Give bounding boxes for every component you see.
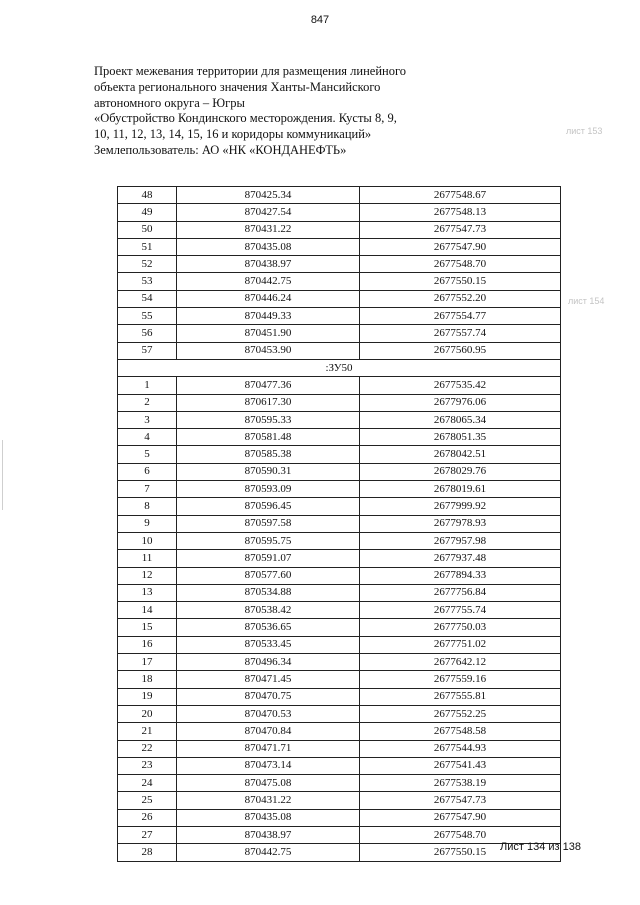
x-coordinate-cell: 870585.38	[177, 446, 360, 463]
y-coordinate-cell: 2677554.77	[360, 308, 561, 325]
y-coordinate-cell: 2677894.33	[360, 567, 561, 584]
table-row	[118, 394, 561, 411]
point-number-cell: 28	[118, 844, 177, 861]
table-row	[118, 515, 561, 532]
table-row	[118, 204, 561, 221]
document-header	[94, 64, 414, 159]
y-coordinate-cell: 2678051.35	[360, 429, 561, 446]
y-coordinate-cell: 2677755.74	[360, 602, 561, 619]
table-row	[118, 532, 561, 549]
point-number-cell: 27	[118, 826, 177, 843]
point-number-cell: 3	[118, 411, 177, 428]
point-number-cell: 13	[118, 584, 177, 601]
header-line: объекта регионального значения Ханты-Мансийского	[94, 79, 381, 94]
point-number-cell: 16	[118, 636, 177, 653]
x-coordinate-cell: 870451.90	[177, 325, 360, 342]
y-coordinate-cell: 2677642.12	[360, 654, 561, 671]
y-coordinate-cell: 2677555.81	[360, 688, 561, 705]
point-number-cell: 52	[118, 256, 177, 273]
table-row	[118, 187, 561, 204]
table-row	[118, 463, 561, 480]
y-coordinate-cell: 2677751.02	[360, 636, 561, 653]
y-coordinate-cell: 2677976.06	[360, 394, 561, 411]
x-coordinate-cell: 870453.90	[177, 342, 360, 359]
table-row	[118, 775, 561, 792]
x-coordinate-cell: 870617.30	[177, 394, 360, 411]
point-number-cell: 1	[118, 377, 177, 394]
point-number-cell: 57	[118, 342, 177, 359]
point-number-cell: 53	[118, 273, 177, 290]
table-row	[118, 238, 561, 255]
y-coordinate-cell: 2678042.51	[360, 446, 561, 463]
table-row	[118, 809, 561, 826]
y-coordinate-cell: 2677538.19	[360, 775, 561, 792]
table-row	[118, 584, 561, 601]
table-row	[118, 757, 561, 774]
point-number-cell: 14	[118, 602, 177, 619]
point-number-cell: 51	[118, 238, 177, 255]
point-number-cell: 18	[118, 671, 177, 688]
x-coordinate-cell: 870473.14	[177, 757, 360, 774]
point-number-cell: 7	[118, 481, 177, 498]
point-number-cell: 20	[118, 705, 177, 722]
y-coordinate-cell: 2677978.93	[360, 515, 561, 532]
table-row	[118, 826, 561, 843]
x-coordinate-cell: 870438.97	[177, 826, 360, 843]
table-row	[118, 342, 561, 359]
table-row	[118, 377, 561, 394]
x-coordinate-cell: 870442.75	[177, 273, 360, 290]
table-row	[118, 602, 561, 619]
table-row	[118, 705, 561, 722]
x-coordinate-cell: 870538.42	[177, 602, 360, 619]
x-coordinate-cell: 870596.45	[177, 498, 360, 515]
table-row	[118, 325, 561, 342]
x-coordinate-cell: 870477.36	[177, 377, 360, 394]
header-line: Землепользователь: АО «НК «КОНДАНЕФТЬ»	[94, 142, 347, 157]
point-number-cell: 22	[118, 740, 177, 757]
x-coordinate-cell: 870533.45	[177, 636, 360, 653]
margin-note: лист 154	[568, 296, 605, 306]
point-number-cell: 19	[118, 688, 177, 705]
y-coordinate-cell: 2677756.84	[360, 584, 561, 601]
y-coordinate-cell: 2678065.34	[360, 411, 561, 428]
x-coordinate-cell: 870581.48	[177, 429, 360, 446]
x-coordinate-cell: 870534.88	[177, 584, 360, 601]
margin-note: лист 153	[566, 126, 603, 136]
y-coordinate-cell: 2677548.58	[360, 723, 561, 740]
x-coordinate-cell: 870475.08	[177, 775, 360, 792]
y-coordinate-cell: 2677548.67	[360, 187, 561, 204]
x-coordinate-cell: 870471.45	[177, 671, 360, 688]
point-number-cell: 48	[118, 187, 177, 204]
coordinates-table-body	[118, 187, 561, 862]
x-coordinate-cell: 870431.22	[177, 792, 360, 809]
scan-edge-mark	[2, 440, 3, 510]
table-row	[118, 290, 561, 307]
point-number-cell: 55	[118, 308, 177, 325]
y-coordinate-cell: 2677541.43	[360, 757, 561, 774]
x-coordinate-cell: 870431.22	[177, 221, 360, 238]
table-row	[118, 273, 561, 290]
y-coordinate-cell: 2677552.20	[360, 290, 561, 307]
table-row	[118, 740, 561, 757]
x-coordinate-cell: 870435.08	[177, 238, 360, 255]
x-coordinate-cell: 870435.08	[177, 809, 360, 826]
point-number-cell: 4	[118, 429, 177, 446]
y-coordinate-cell: 2677560.95	[360, 342, 561, 359]
table-row	[118, 636, 561, 653]
table-row	[118, 844, 561, 861]
x-coordinate-cell: 870438.97	[177, 256, 360, 273]
x-coordinate-cell: 870590.31	[177, 463, 360, 480]
section-label: :ЗУ50	[118, 359, 561, 376]
table-row	[118, 256, 561, 273]
x-coordinate-cell: 870536.65	[177, 619, 360, 636]
x-coordinate-cell: 870427.54	[177, 204, 360, 221]
point-number-cell: 6	[118, 463, 177, 480]
table-row	[118, 221, 561, 238]
point-number-cell: 5	[118, 446, 177, 463]
point-number-cell: 17	[118, 654, 177, 671]
x-coordinate-cell: 870470.53	[177, 705, 360, 722]
x-coordinate-cell: 870425.34	[177, 187, 360, 204]
point-number-cell: 10	[118, 532, 177, 549]
y-coordinate-cell: 2677547.73	[360, 792, 561, 809]
point-number-cell: 25	[118, 792, 177, 809]
y-coordinate-cell: 2677544.93	[360, 740, 561, 757]
table-row	[118, 308, 561, 325]
y-coordinate-cell: 2677535.42	[360, 377, 561, 394]
point-number-cell: 8	[118, 498, 177, 515]
x-coordinate-cell: 870595.33	[177, 411, 360, 428]
table-row	[118, 792, 561, 809]
header-line: «Обустройство Кондинского месторождения. Кусты 8, 9,	[94, 111, 397, 126]
y-coordinate-cell: 2677957.98	[360, 532, 561, 549]
table-row	[118, 429, 561, 446]
x-coordinate-cell: 870577.60	[177, 567, 360, 584]
x-coordinate-cell: 870470.84	[177, 723, 360, 740]
point-number-cell: 9	[118, 515, 177, 532]
x-coordinate-cell: 870597.58	[177, 515, 360, 532]
point-number-cell: 56	[118, 325, 177, 342]
x-coordinate-cell: 870446.24	[177, 290, 360, 307]
y-coordinate-cell: 2677547.90	[360, 238, 561, 255]
point-number-cell: 15	[118, 619, 177, 636]
table-row	[118, 446, 561, 463]
x-coordinate-cell: 870591.07	[177, 550, 360, 567]
y-coordinate-cell: 2677999.92	[360, 498, 561, 515]
point-number-cell: 54	[118, 290, 177, 307]
table-row	[118, 654, 561, 671]
section-row	[118, 359, 561, 376]
x-coordinate-cell: 870496.34	[177, 654, 360, 671]
point-number-cell: 49	[118, 204, 177, 221]
point-number-cell: 12	[118, 567, 177, 584]
table-row	[118, 723, 561, 740]
y-coordinate-cell: 2677548.13	[360, 204, 561, 221]
y-coordinate-cell: 2677559.16	[360, 671, 561, 688]
y-coordinate-cell: 2677550.15	[360, 844, 561, 861]
x-coordinate-cell: 870442.75	[177, 844, 360, 861]
header-line: автономного округа – Югры	[94, 95, 245, 110]
x-coordinate-cell: 870471.71	[177, 740, 360, 757]
table-row	[118, 688, 561, 705]
point-number-cell: 50	[118, 221, 177, 238]
point-number-cell: 2	[118, 394, 177, 411]
x-coordinate-cell: 870470.75	[177, 688, 360, 705]
table-row	[118, 411, 561, 428]
y-coordinate-cell: 2677548.70	[360, 256, 561, 273]
x-coordinate-cell: 870595.75	[177, 532, 360, 549]
table-row	[118, 671, 561, 688]
y-coordinate-cell: 2677552.25	[360, 705, 561, 722]
y-coordinate-cell: 2677548.70	[360, 826, 561, 843]
table-row	[118, 567, 561, 584]
point-number-cell: 23	[118, 757, 177, 774]
coordinates-table	[117, 186, 561, 862]
point-number-cell: 24	[118, 775, 177, 792]
y-coordinate-cell: 2678029.76	[360, 463, 561, 480]
y-coordinate-cell: 2677557.74	[360, 325, 561, 342]
header-line: 10, 11, 12, 13, 14, 15, 16 и коридоры коммуникаций»	[94, 127, 372, 142]
y-coordinate-cell: 2677547.73	[360, 221, 561, 238]
y-coordinate-cell: 2678019.61	[360, 481, 561, 498]
table-row	[118, 481, 561, 498]
table-row	[118, 619, 561, 636]
point-number-cell: 26	[118, 809, 177, 826]
y-coordinate-cell: 2677937.48	[360, 550, 561, 567]
page-number: 847	[310, 14, 330, 26]
header-line: Проект межевания территории для размещения линейного	[94, 64, 407, 78]
y-coordinate-cell: 2677547.90	[360, 809, 561, 826]
point-number-cell: 11	[118, 550, 177, 567]
point-number-cell: 21	[118, 723, 177, 740]
y-coordinate-cell: 2677550.15	[360, 273, 561, 290]
x-coordinate-cell: 870449.33	[177, 308, 360, 325]
sheet-number: Лист 134 из 138	[500, 841, 581, 853]
table-row	[118, 498, 561, 515]
table-row	[118, 550, 561, 567]
x-coordinate-cell: 870593.09	[177, 481, 360, 498]
y-coordinate-cell: 2677750.03	[360, 619, 561, 636]
